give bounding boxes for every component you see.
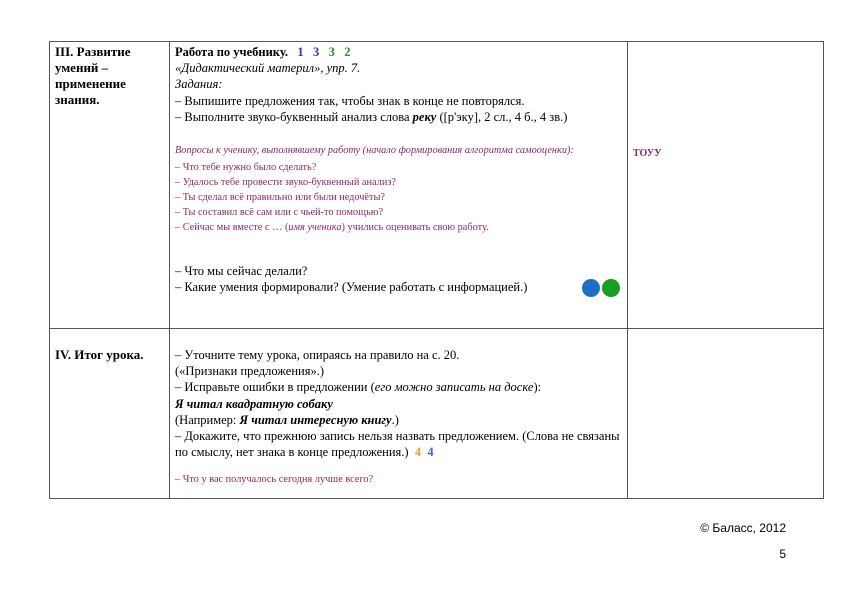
notes-cell bbox=[628, 42, 824, 329]
text-line: – Исправьте ошибки в предложении (его можно записать на доске): bbox=[175, 380, 542, 395]
question-item: – Что у вас получалось сегодня лучше всего? bbox=[175, 474, 374, 486]
content-cell bbox=[170, 329, 628, 499]
content-cell bbox=[170, 42, 628, 329]
blue-circle-icon bbox=[582, 279, 600, 297]
task-line: – Выполните звуко-буквенный анализ слова реку ([р'эку], 2 сл., 4 б., 4 зв.) bbox=[175, 109, 568, 124]
text-line: Я читал квадратную собаку bbox=[175, 396, 333, 411]
stage-title: III. Развитие умений – применение знания. bbox=[55, 44, 131, 107]
table-row bbox=[50, 42, 824, 329]
number-label: 1 bbox=[297, 45, 304, 59]
text-line: (Например: Я читал интересную книгу.) bbox=[175, 412, 399, 427]
source-line: «Дидактический материл», упр. 7. bbox=[175, 61, 361, 76]
page-number: 5 bbox=[779, 547, 786, 561]
text-line: – Уточните тему урока, опираясь на правило на с. 20. bbox=[175, 348, 460, 362]
notes-cell bbox=[628, 329, 824, 499]
work-title: Работа по учебнику. bbox=[175, 45, 288, 59]
number-label: 4 bbox=[427, 445, 434, 460]
summary-line: – Какие умения формировали? (Умение работать с информацией.) bbox=[175, 279, 528, 294]
stage-title: IV. Итог урока. bbox=[55, 347, 144, 362]
task-line: – Выпишите предложения так, чтобы знак в конце не повторялся. bbox=[175, 93, 525, 108]
side-note: ТОУУ bbox=[633, 148, 662, 159]
number-label: 3 bbox=[328, 45, 335, 59]
questions-intro: Вопросы к ученику, выполнявшему работу (начало формирования алгоритма самооценки): bbox=[175, 145, 574, 157]
tasks-label: Задания: bbox=[175, 77, 223, 92]
number-label: 4 bbox=[414, 445, 422, 460]
text-line: («Признаки предложения».) bbox=[175, 364, 324, 379]
lesson-table bbox=[49, 41, 824, 499]
green-circle-icon bbox=[602, 279, 620, 297]
summary-line: – Что мы сейчас делали? bbox=[175, 263, 308, 278]
question-item: – Что тебе нужно было сделать? bbox=[175, 161, 317, 173]
question-item: – Удалось тебе провести звуко-буквенный анализ? bbox=[175, 176, 396, 188]
number-label: 3 bbox=[312, 45, 320, 59]
number-label: 2 bbox=[344, 45, 351, 59]
text-line: – Докажите, что прежнюю запись нельзя назвать предложением. (Слова не связаны по смыслу, нет знака в конце предложения.) 4 4 bbox=[175, 429, 620, 460]
table-row bbox=[50, 329, 824, 499]
stage-cell bbox=[50, 329, 170, 499]
stage-cell bbox=[50, 42, 170, 329]
question-item: – Сейчас мы вместе с … (имя ученика) учились оценивать свою работу. bbox=[175, 222, 489, 234]
question-item: – Ты составил всё сам или с чьей-то помощью? bbox=[175, 207, 384, 219]
question-item: – Ты сделал всё правильно или были недочёты? bbox=[175, 191, 385, 203]
copyright-footer: © Баласс, 2012 bbox=[700, 521, 786, 535]
